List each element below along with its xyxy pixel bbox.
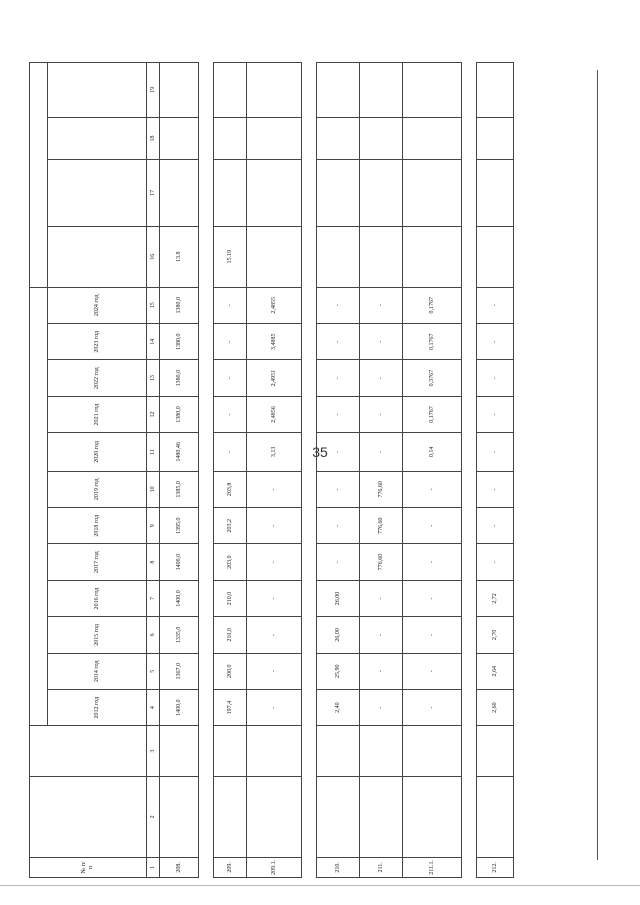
table-row bbox=[160, 63, 199, 878]
row-unit bbox=[403, 726, 462, 777]
header-year: 2019 год bbox=[48, 471, 147, 507]
row-col18 bbox=[477, 117, 514, 159]
row-unit bbox=[247, 726, 302, 777]
row-col18 bbox=[317, 117, 360, 159]
row-value: - bbox=[360, 653, 403, 689]
section-title bbox=[302, 63, 317, 878]
row-value: 0,14 bbox=[403, 433, 462, 471]
column-index: 14 bbox=[147, 324, 160, 360]
row-value: 203,0 bbox=[214, 544, 247, 580]
column-index: 3 bbox=[147, 726, 160, 777]
row-col18 bbox=[247, 117, 302, 159]
row-value: 776,60 bbox=[360, 471, 403, 507]
header-year: 2024 год bbox=[48, 287, 147, 324]
row-value: 210,0 bbox=[214, 580, 247, 616]
row-value: 3,13 bbox=[247, 433, 302, 471]
row-value: 1400,0 bbox=[160, 689, 199, 725]
row-value: - bbox=[403, 544, 462, 580]
row-value: - bbox=[317, 544, 360, 580]
row-value: - bbox=[477, 471, 514, 507]
row-col18 bbox=[160, 117, 199, 159]
row-value: - bbox=[317, 287, 360, 324]
section-row bbox=[199, 63, 214, 878]
row-unit bbox=[477, 726, 514, 777]
row-value: 0,1767 bbox=[403, 324, 462, 360]
bottom-scan-line bbox=[0, 885, 640, 886]
row-number: 212. bbox=[477, 857, 514, 877]
row-value: 1380,0 bbox=[160, 396, 199, 432]
row-col16: 15.19 bbox=[214, 226, 247, 287]
row-value: 2,72 bbox=[477, 580, 514, 616]
row-value: 1380,0 bbox=[160, 324, 199, 360]
row-col18 bbox=[403, 117, 462, 159]
header-col18 bbox=[48, 117, 147, 159]
header-col16 bbox=[48, 226, 147, 287]
row-name bbox=[247, 776, 302, 857]
row-value: - bbox=[214, 433, 247, 471]
row-value: - bbox=[403, 471, 462, 507]
row-value: - bbox=[360, 580, 403, 616]
row-number: 211.1. bbox=[403, 857, 462, 877]
row-unit bbox=[360, 726, 403, 777]
row-col19 bbox=[160, 63, 199, 118]
row-value: 1367,0 bbox=[160, 653, 199, 689]
header-row-indices bbox=[147, 63, 160, 878]
row-col17 bbox=[247, 160, 302, 227]
row-number: 209. bbox=[214, 857, 247, 877]
header-name bbox=[30, 776, 147, 857]
row-value: 200,0 bbox=[214, 653, 247, 689]
row-value: 25,90 bbox=[317, 653, 360, 689]
row-value: 2,70 bbox=[477, 617, 514, 653]
row-col16 bbox=[317, 226, 360, 287]
row-value: - bbox=[477, 360, 514, 396]
header-year: 2017 год bbox=[48, 544, 147, 580]
row-col19 bbox=[403, 63, 462, 118]
row-col16: 13.8 bbox=[160, 226, 199, 287]
row-value: - bbox=[403, 508, 462, 544]
row-col19 bbox=[317, 63, 360, 118]
row-value: 1395,0 bbox=[160, 508, 199, 544]
row-col17 bbox=[477, 160, 514, 227]
row-value: - bbox=[317, 360, 360, 396]
row-value: - bbox=[403, 580, 462, 616]
row-col17 bbox=[214, 160, 247, 227]
column-index: 9 bbox=[147, 508, 160, 544]
row-value: - bbox=[477, 287, 514, 324]
header-year: 2021 год bbox=[48, 396, 147, 432]
row-value: - bbox=[477, 433, 514, 471]
row-number: 209.1. bbox=[247, 857, 302, 877]
section-row bbox=[462, 63, 477, 878]
row-number: 208. bbox=[160, 857, 199, 877]
row-value: 0,3767 bbox=[403, 360, 462, 396]
row-value: 3,4885 bbox=[247, 324, 302, 360]
column-index: 1 bbox=[147, 857, 160, 877]
row-value: 203,2 bbox=[214, 508, 247, 544]
row-value: 2,64 bbox=[477, 653, 514, 689]
row-col18 bbox=[360, 117, 403, 159]
row-value: - bbox=[214, 360, 247, 396]
row-value: - bbox=[477, 396, 514, 432]
row-value: 1380,0 bbox=[160, 287, 199, 324]
header-indicators-group bbox=[30, 63, 48, 288]
row-value: - bbox=[247, 653, 302, 689]
row-name bbox=[360, 776, 403, 857]
row-unit bbox=[317, 726, 360, 777]
table-row bbox=[214, 63, 247, 878]
section-title bbox=[462, 63, 477, 878]
row-value: - bbox=[317, 324, 360, 360]
row-value: - bbox=[247, 617, 302, 653]
header-col19 bbox=[48, 63, 147, 118]
column-index: 5 bbox=[147, 653, 160, 689]
row-value: - bbox=[477, 544, 514, 580]
column-index: 16 bbox=[147, 226, 160, 287]
row-value: 1380,0 bbox=[160, 360, 199, 396]
row-value: 776,60 bbox=[360, 508, 403, 544]
column-index: 13 bbox=[147, 360, 160, 396]
column-index: 2 bbox=[147, 776, 160, 857]
row-value: - bbox=[477, 508, 514, 544]
row-value: 1335,0 bbox=[160, 617, 199, 653]
column-index: 17 bbox=[147, 160, 160, 227]
row-value: - bbox=[247, 689, 302, 725]
header-values-group bbox=[30, 287, 48, 726]
table-body bbox=[30, 63, 514, 878]
column-index: 6 bbox=[147, 617, 160, 653]
row-unit bbox=[214, 726, 247, 777]
row-value: 210,0 bbox=[214, 617, 247, 653]
row-value: 0,1767 bbox=[403, 396, 462, 432]
header-year: 2020 год bbox=[48, 433, 147, 471]
row-value: - bbox=[247, 544, 302, 580]
column-index: 10 bbox=[147, 471, 160, 507]
row-col17 bbox=[317, 160, 360, 227]
row-value: - bbox=[317, 433, 360, 471]
row-value: - bbox=[247, 508, 302, 544]
column-index: 7 bbox=[147, 580, 160, 616]
row-number: 210. bbox=[317, 857, 360, 877]
row-value: - bbox=[403, 617, 462, 653]
row-value: - bbox=[477, 324, 514, 360]
column-index: 11 bbox=[147, 433, 160, 471]
row-value: - bbox=[214, 396, 247, 432]
header-year: 2022 год bbox=[48, 360, 147, 396]
row-value: - bbox=[317, 396, 360, 432]
table-row bbox=[247, 63, 302, 878]
row-name bbox=[160, 776, 199, 857]
row-col16 bbox=[477, 226, 514, 287]
row-col19 bbox=[477, 63, 514, 118]
row-col17 bbox=[160, 160, 199, 227]
row-col17 bbox=[360, 160, 403, 227]
column-index: 12 bbox=[147, 396, 160, 432]
rotated-table-container bbox=[29, 62, 498, 878]
row-value: 1480,46 bbox=[160, 433, 199, 471]
column-index: 18 bbox=[147, 117, 160, 159]
section-row bbox=[302, 63, 317, 878]
header-year: 2016 год bbox=[48, 580, 147, 616]
row-number: 211. bbox=[360, 857, 403, 877]
row-col18 bbox=[214, 117, 247, 159]
header-num: № п/п bbox=[30, 857, 147, 877]
row-value: - bbox=[247, 471, 302, 507]
row-value: 1385,0 bbox=[160, 471, 199, 507]
row-name bbox=[403, 776, 462, 857]
row-value: 197,4 bbox=[214, 689, 247, 725]
page-edge-line bbox=[597, 70, 598, 860]
row-value: 2,4856 bbox=[247, 396, 302, 432]
table-row bbox=[317, 63, 360, 878]
row-value: - bbox=[360, 360, 403, 396]
row-value: 2,4951 bbox=[247, 360, 302, 396]
row-col19 bbox=[214, 63, 247, 118]
row-value: 0,1767 bbox=[403, 287, 462, 324]
table-row bbox=[403, 63, 462, 878]
row-value: 1400,0 bbox=[160, 580, 199, 616]
header-col17 bbox=[48, 160, 147, 227]
row-unit bbox=[160, 726, 199, 777]
header-year: 2023 год bbox=[48, 324, 147, 360]
row-value: - bbox=[360, 689, 403, 725]
column-index: 15 bbox=[147, 287, 160, 324]
indicators-table bbox=[29, 62, 514, 878]
row-value: 26,00 bbox=[317, 580, 360, 616]
row-value: 776,60 bbox=[360, 544, 403, 580]
row-value: - bbox=[360, 287, 403, 324]
row-value: 26,00 bbox=[317, 617, 360, 653]
header-year: 2015 год bbox=[48, 617, 147, 653]
row-value: 1400,0 bbox=[160, 544, 199, 580]
row-value: 2,60 bbox=[477, 689, 514, 725]
row-name bbox=[477, 776, 514, 857]
row-value: 2,4855 bbox=[247, 287, 302, 324]
row-col19 bbox=[360, 63, 403, 118]
row-value: - bbox=[247, 580, 302, 616]
row-name bbox=[317, 776, 360, 857]
header-unit bbox=[30, 726, 147, 777]
table-row bbox=[360, 63, 403, 878]
row-value: - bbox=[360, 324, 403, 360]
header-year: 2018 год bbox=[48, 508, 147, 544]
column-index: 8 bbox=[147, 544, 160, 580]
table-row bbox=[477, 63, 514, 878]
header-base-year: 2012 год bbox=[48, 689, 147, 725]
row-col16 bbox=[247, 226, 302, 287]
header-year: 2014 год bbox=[48, 653, 147, 689]
row-value: - bbox=[360, 396, 403, 432]
column-index: 4 bbox=[147, 689, 160, 725]
row-value: - bbox=[403, 689, 462, 725]
row-name bbox=[214, 776, 247, 857]
page-number: 35 bbox=[312, 444, 328, 460]
row-value: - bbox=[360, 433, 403, 471]
row-col19 bbox=[247, 63, 302, 118]
row-value: - bbox=[360, 617, 403, 653]
section-title bbox=[199, 63, 214, 878]
row-value: - bbox=[214, 324, 247, 360]
row-value: 2,40 bbox=[317, 689, 360, 725]
row-value: - bbox=[317, 471, 360, 507]
row-col17 bbox=[403, 160, 462, 227]
column-index: 19 bbox=[147, 63, 160, 118]
row-col16 bbox=[360, 226, 403, 287]
row-value: - bbox=[214, 287, 247, 324]
row-value: - bbox=[403, 653, 462, 689]
row-value: - bbox=[317, 508, 360, 544]
row-value: 203,8 bbox=[214, 471, 247, 507]
row-col16 bbox=[403, 226, 462, 287]
header-row-groups bbox=[30, 63, 48, 878]
